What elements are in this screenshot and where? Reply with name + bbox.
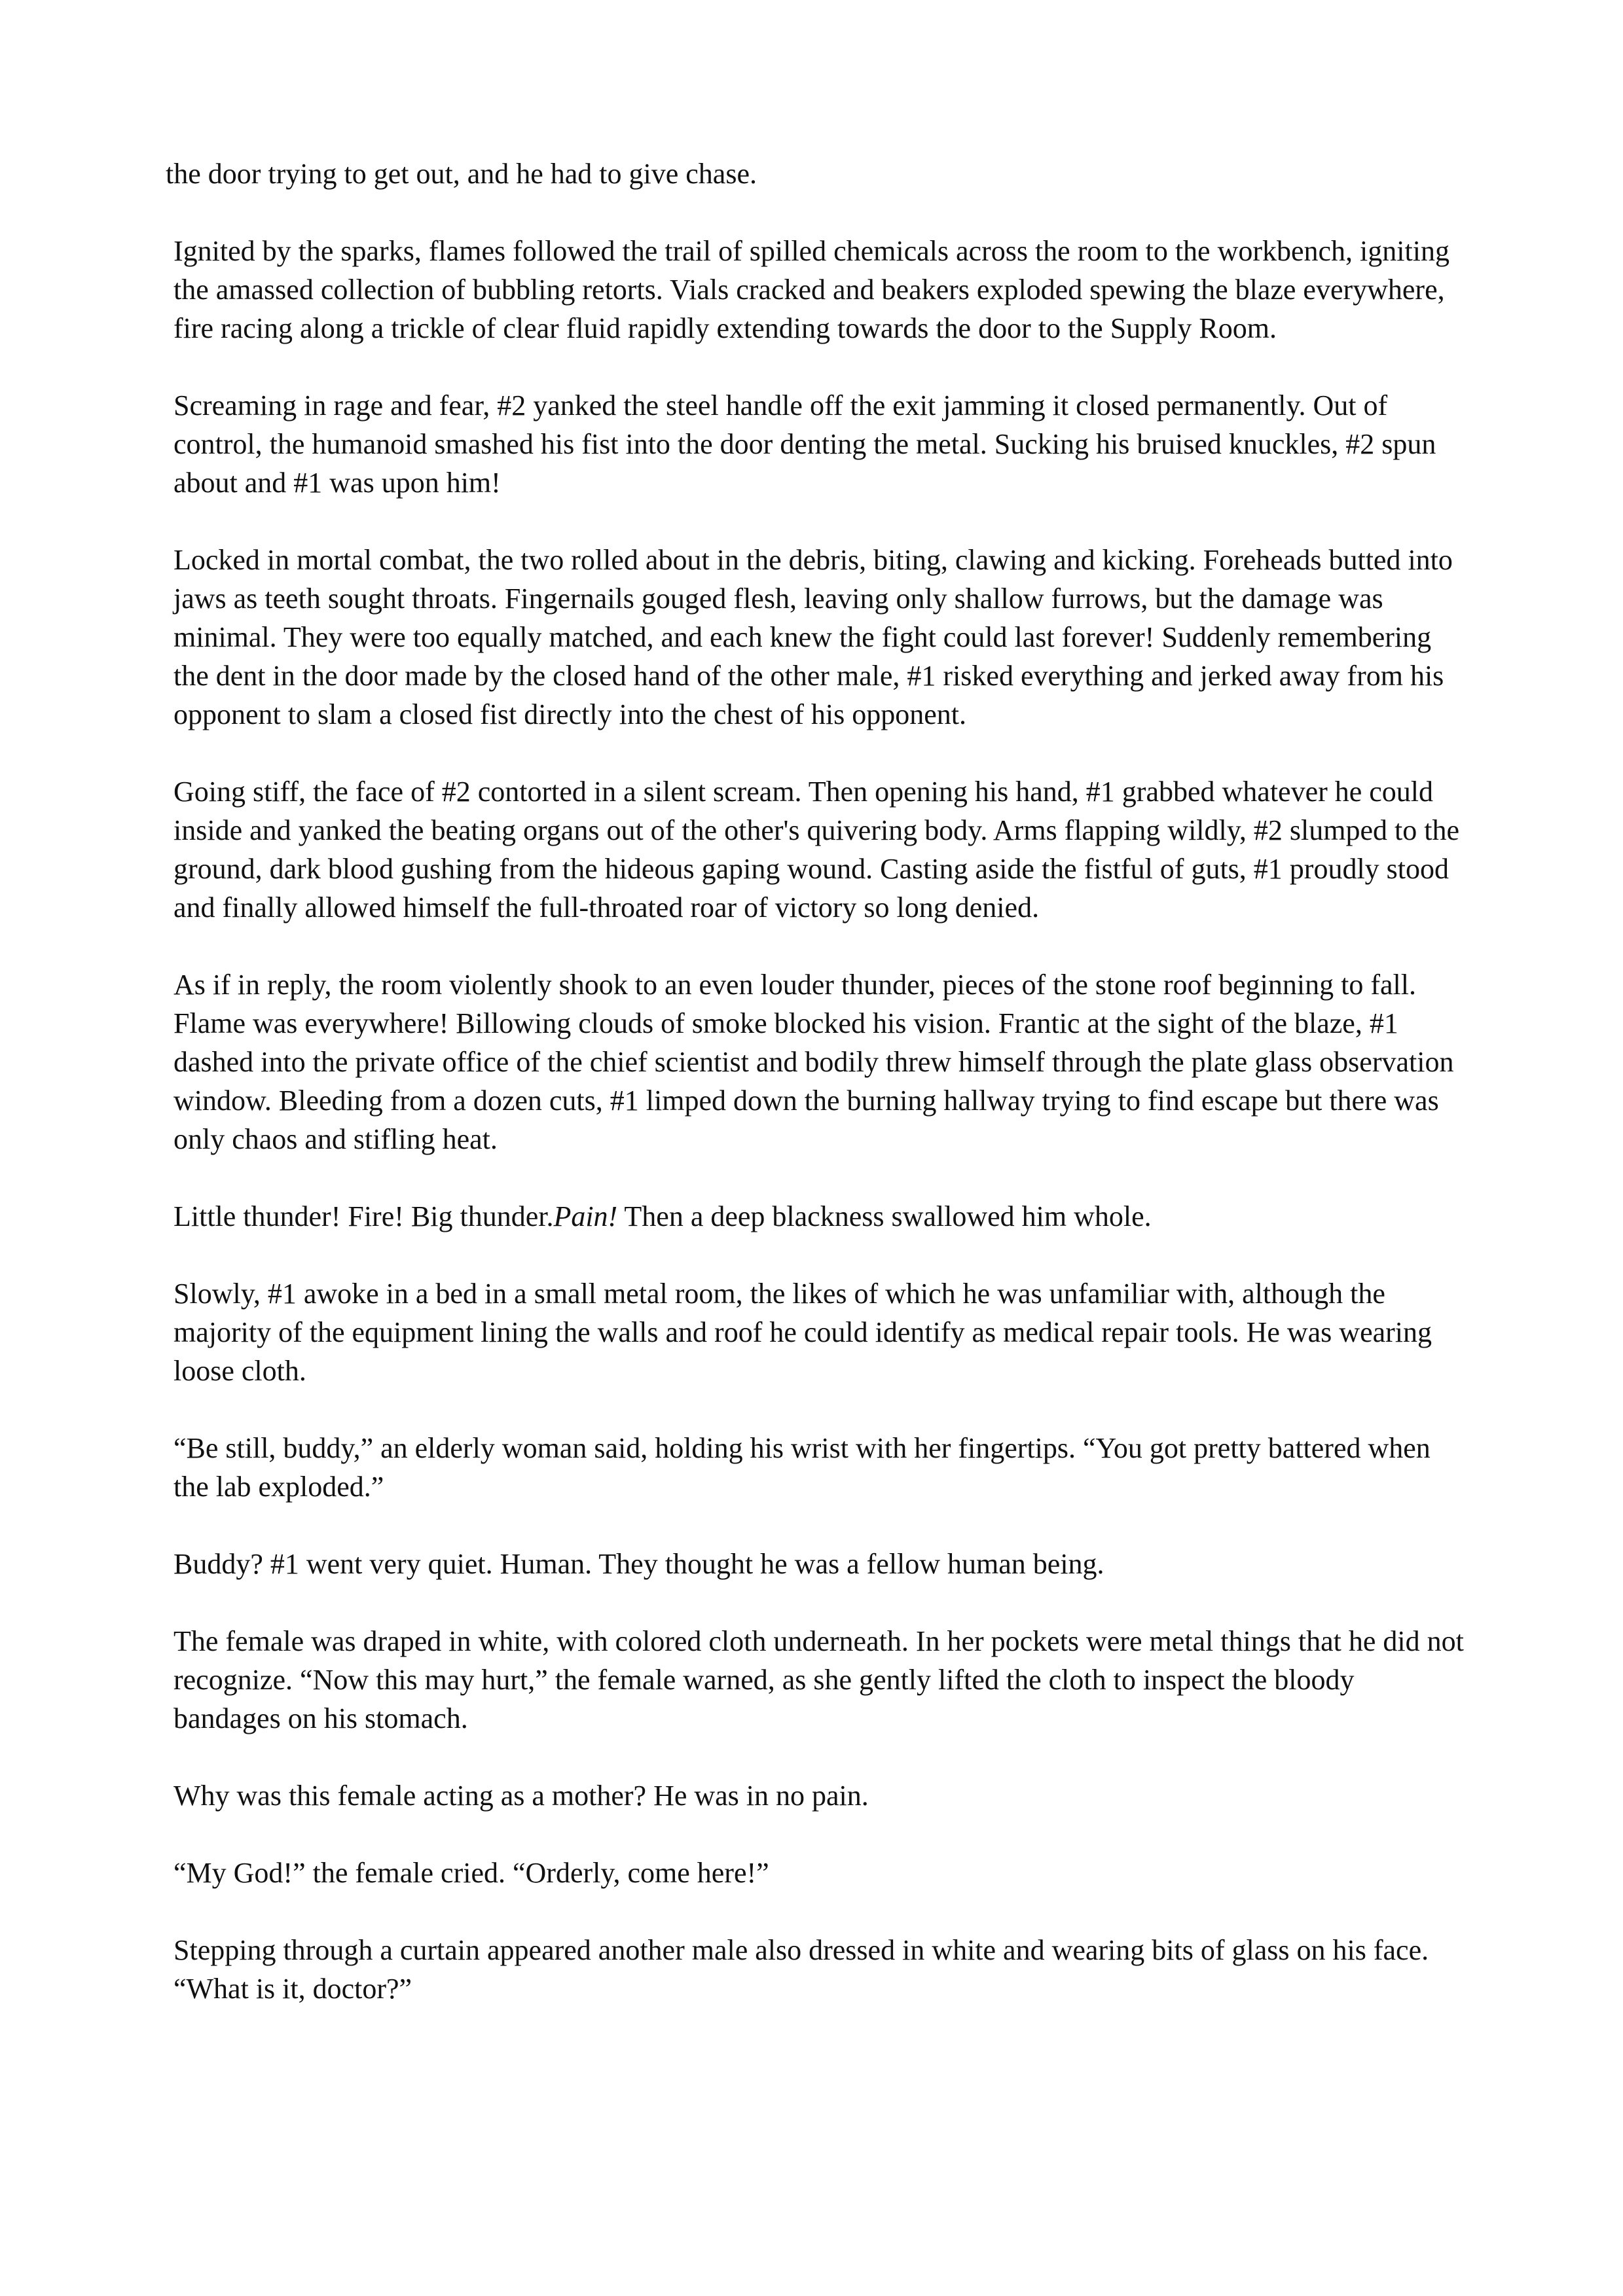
paragraph: Ignited by the sparks, flames followed the trail of spilled chemicals across the room to the workbench, igniting the amassed collection of bubbling retorts. Vials cracked and beakers exploded spewing the blaze everywhere, fire racing along a trickle of clear fluid rapidly extending towards the door to the Supply Room. (173, 235, 1450, 344)
paragraph: “My God!” the female cried. “Orderly, come here!” (173, 1857, 769, 1889)
paragraph: Going stiff, the face of #2 contorted in a silent scream. Then opening his hand, #1 grabbed whatever he could inside and yanked the beating organs out of the other's quivering body. Arms flapping wildly, #2 slumped to the ground, dark blood gushing from the hideous gaping wound. Casting aside the fistful of guts, #1 proudly stood and finally allowed himself the full-throated roar of victory so long denied. (173, 776, 1459, 924)
paragraph: the door trying to get out, and he had to give chase. (166, 158, 757, 190)
paragraph: Screaming in rage and fear, #2 yanked the steel handle off the exit jamming it closed permanently. Out of control, the humanoid smashed his fist into the door denting the metal. Sucking his bruised knuckles, #2 spun about and #1 was upon him! (173, 389, 1436, 499)
paragraph: The female was draped in white, with colored cloth underneath. In her pockets were metal things that he did not recognize. “Now this may hurt,” the female warned, as she gently lifted the cloth to inspect the bloody bandages on his stomach. (173, 1625, 1464, 1734)
paragraph: Locked in mortal combat, the two rolled about in the debris, biting, clawing and kicking. Foreheads butted into jaws as teeth sought throats. Fingernails gouged flesh, leaving only shallow furrows, but the damage was minimal. They were too equally matched, and each knew the fight could last forever! Suddenly remembering the dent in the door made by the closed hand of the other male, #1 risked everything and jerked away from his opponent to slam a closed fist directly into the chest of his opponent. (173, 544, 1453, 730)
paragraph: Slowly, #1 awoke in a bed in a small metal room, the likes of which he was unfamiliar with, although the majority of the equipment lining the walls and roof he could identify as medical repair tools. He was wearing loose cloth. (173, 1278, 1432, 1387)
body-text (166, 154, 1468, 2008)
paragraph (166, 1197, 1468, 1236)
paragraph: Why was this female acting as a mother? He was in no pain. (173, 1780, 869, 1812)
paragraph: As if in reply, the room violently shook to an even louder thunder, pieces of the stone roof beginning to fall. Flame was everywhere! Billowing clouds of smoke blocked his vision. Frantic at the sight of the blaze, #1 dashed into the private office of the chief scientist and bodily threw himself through the plate glass observation window. Bleeding from a dozen cuts, #1 limped down the burning hallway trying to find escape but there was only chaos and stifling heat. (173, 969, 1454, 1155)
paragraph: Stepping through a curtain appeared another male also dressed in white and wearing bits of glass on his face. “What is it, doctor?” (173, 1934, 1429, 2005)
paragraph: Buddy? #1 went very quiet. Human. They thought he was a fellow human being. (173, 1548, 1104, 1580)
paragraph: “Be still, buddy,” an elderly woman said, holding his wrist with her fingertips. “You got pretty battered when the lab exploded.” (173, 1432, 1431, 1503)
paragraph-text: Then a deep blackness swallowed him whole. (617, 1200, 1152, 1232)
paragraph-text: Little thunder! Fire! Big thunder. (173, 1200, 554, 1232)
italic-text: Pain! (553, 1200, 618, 1232)
